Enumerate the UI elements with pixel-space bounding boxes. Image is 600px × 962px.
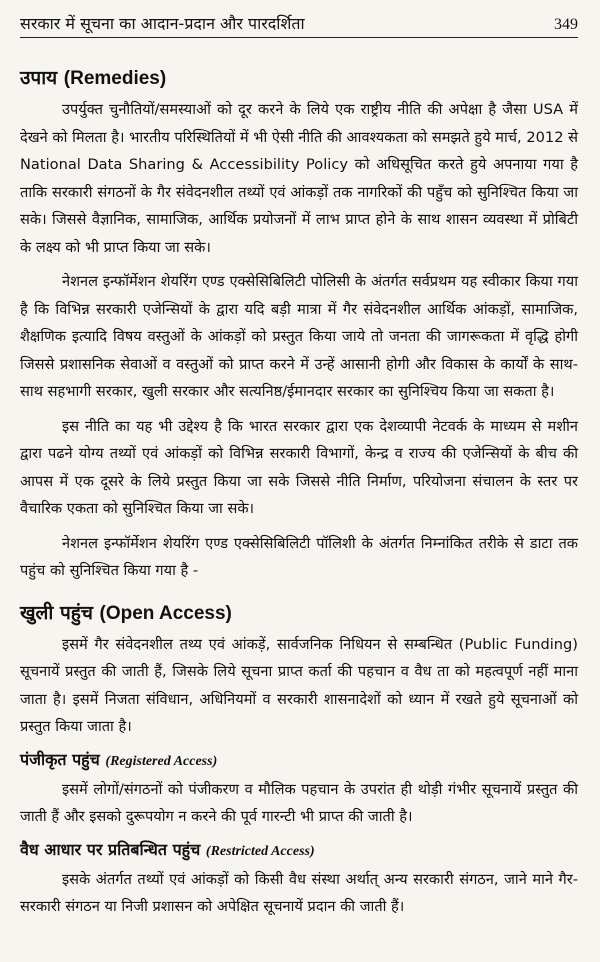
heading-registered-access-en: (Registered Access) <box>105 753 218 769</box>
running-header <box>20 0 578 38</box>
heading-remedies-hi: उपाय <box>20 67 58 89</box>
remedies-paragraph-2: नेशनल इन्फॉर्मेशन शेयरिंग एण्ड एक्सेसिबिलिटी पोलिसी के अंतर्गत सर्वप्रथम यह स्वीकार किया गया है कि विभिन्न सरकारी एजेन्सियों के द्वारा यदि बड़ी मात्रा में गैर संवेदनशील आर्थिक आंकड़ों, सामाजिक, शैक्षणिक इत्यादि विषय वस्तुओं के आंकड़ों को प्रस्तुत किया जाये तो जनता की जागरूकता में वृद्धि होगी जिससे प्रशासनिक सेवाओं व वस्तुओं को प्राप्त करने में उन्हें आसानी होगी और विकास के कार्यों के साथ-साथ सहभागी सरकार, खुली सरकार और सत्यनिष्ठ/ईमानदार सरकार का सुनिश्चिय किया जा सकता है। <box>20 273 578 400</box>
open-access-paragraph: इसमें गैर संवेदनशील तथ्य एवं आंकड़ें, सार्वजनिक निधियन से सम्बन्धित (Public Funding) सूचनायें प्रस्तुत की जाती हैं, जिसके लिये सूचना प्राप्त कर्ता की पहचान व वैध ता को महत्वपूर्ण नहीं माना जाता है। इसमें निजता संविधान, अधिनियमों व सरकारी शासनादेशों को ध्यान में रखते हुये सूचनाओं को प्रस्तुत किया जाता है। <box>20 635 578 735</box>
heading-open-access-en: (Open Access) <box>99 602 232 624</box>
heading-restricted-access <box>20 838 578 860</box>
page-number: 349 <box>554 16 578 33</box>
heading-remedies-en: (Remedies) <box>63 68 167 89</box>
heading-restricted-access-hi: वैध आधार पर प्रतिबन्धित पहुंच <box>20 839 201 859</box>
page-content <box>20 38 578 921</box>
running-title: सरकार में सूचना का आदान-प्रदान और पारदर्शिता <box>20 14 305 33</box>
heading-remedies <box>20 64 578 90</box>
remedies-paragraph-3: इस नीति का यह भी उद्देश्य है कि भारत सरकार द्वारा एक देशव्यापी नेटवर्क के माध्यम से मशीन द्वारा पढने योग्य तथ्यों एवं आंकड़ों को विभिन्न सरकारी विभागों, केन्द्र व राज्य की एजेन्सियों के बीच की आपस में एक दूसरे के लिये प्रस्तुत किया जा सके जिससे नीति निर्माण, परियोजना संचालन के स्तर पर वैचारिक एकता को सुनिश्चित किया जा सके। <box>20 417 578 517</box>
heading-registered-access <box>20 748 578 770</box>
heading-open-access <box>20 599 578 625</box>
heading-restricted-access-en: (Restricted Access) <box>205 843 315 859</box>
restricted-access-paragraph: इसके अंतर्गत तथ्यों एवं आंकड़ों को किसी वैध संस्था अर्थात् अन्य सरकारी संगठन, जाने माने गैर-सरकारी संगठन या निजी प्रशासन को अपेक्षित सूचनायें प्रदान की जाती हैं। <box>20 870 578 915</box>
remedies-paragraph-1: उपर्युक्त चुनौतियों/समस्याओं को दूर करने के लिये एक राष्ट्रीय नीति की अपेक्षा है जैसा USA में देखने को मिलता है। भारतीय परिस्थितियों में भी ऐसी नीति की आवश्यकता को समझते हुये मार्च, 2012 से National Data Sharing & Accessibility Policy को अधिसूचित करते हुये अपनाया गया है ताकि सरकारी संगठनों के गैर संवेदनशील तथ्यों एवं आंकड़ों तक नागरिकों की पहुँच को सुनिश्चित किया जा सके। जिससे वैज्ञानिक, सामाजिक, आर्थिक प्रयोजनों में लाभ प्राप्त होने के साथ शासन व्यवस्था में प्रोबिटी के लक्ष्य को भी प्राप्त किया जा सके। <box>20 101 578 256</box>
registered-access-paragraph: इसमें लोगों/संगठनों को पंजीकरण व मौलिक पहचान के उपरांत ही थोड़ी गंभीर सूचनायें प्रस्तुत की जाती हैं और इसको दुरूपयोग न करने की पूर्व गारन्टी भी प्राप्त की जाती है। <box>20 780 578 825</box>
heading-registered-access-hi: पंजीकृत पहुंच <box>20 749 100 769</box>
remedies-paragraph-4: नेशनल इन्फॉर्मेशन शेयरिंग एण्ड एक्सेसिबिलिटी पॉलिशी के अंतर्गत निम्नांकित तरीके से डाटा तक पहुंच को सुनिश्चित किया गया है - <box>20 534 578 579</box>
heading-open-access-hi: खुली पहुंच <box>20 601 93 624</box>
